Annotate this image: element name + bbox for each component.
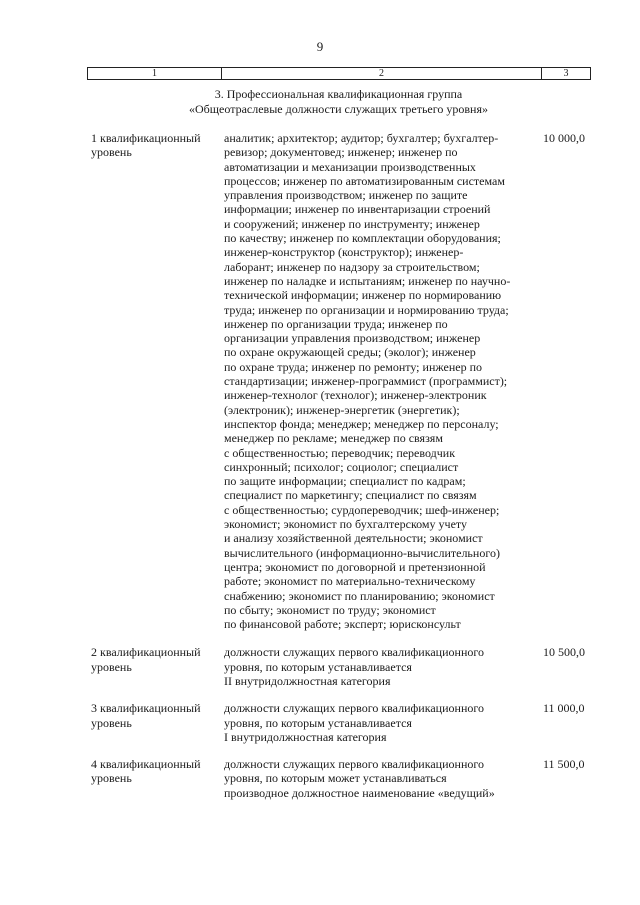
level-description (224, 131, 544, 631)
header-col-1: 1 (88, 68, 222, 80)
description-line: по финансовой работе; эксперт; юрисконсульт (224, 617, 461, 632)
page-number: 9 (316, 39, 324, 54)
header-col-3: 3 (542, 68, 591, 80)
header-row (88, 68, 591, 80)
header-col-2: 2 (222, 68, 542, 80)
qualification-levels (0, 131, 640, 800)
level-row-2 (0, 645, 640, 688)
description-line: по охране труда; инженер по ремонту; инженер по (224, 359, 482, 374)
description-line: инженер по наладке и испытаниям; инженер по научно- (224, 273, 511, 288)
description-line: синхронный; психолог; социолог; специалист (224, 459, 459, 474)
description-line: инженер-конструктор (конструктор); инженер- (224, 245, 464, 260)
description-line: производное должностное наименование «ведущий» (224, 785, 495, 800)
description-line: должности служащих первого квалификационного (224, 701, 484, 716)
description-line: должности служащих первого квалификационного (224, 645, 484, 660)
description-line: экономист; экономист по бухгалтерскому учету (224, 517, 467, 532)
level-label-line2: уровень (91, 145, 132, 160)
description-line: ревизор; документовед; инженер; инженер по (224, 145, 458, 160)
level-row-3 (0, 701, 640, 744)
description-line: II внутридолжностная категория (224, 673, 391, 688)
description-line: I внутридолжностная категория (224, 729, 387, 744)
description-line: уровня, по которым может устанавливаться (224, 771, 447, 786)
description-line: автоматизации и механизации производственных (224, 159, 476, 174)
description-line: с общественностью; сурдопереводчик; шеф-инженер; (224, 502, 500, 517)
description-line: уровня, по которым устанавливается (224, 715, 412, 730)
description-line: управления производством; инженер по защите (224, 188, 468, 203)
description-line: процессов; инженер по автоматизированным системам (224, 173, 505, 188)
description-line: инженер-технолог (технолог); инженер-электроник (224, 388, 487, 403)
level-label-line2: уровень (91, 659, 132, 674)
group-title-line1: 3. Профессиональная квалификационная группа (214, 87, 463, 101)
level-label (91, 757, 221, 786)
group-title-line2: «Общеотраслевые должности служащих третьего уровня» (189, 102, 488, 116)
level-label-line1: 1 квалификационный (91, 131, 201, 145)
description-line: вычислительного (информационно-вычислительного) (224, 545, 500, 560)
description-line: по охране окружающей среды; (эколог); инженер (224, 345, 476, 360)
description-line: по качеству; инженер по комплектации оборудования; (224, 231, 501, 246)
level-salary: 11 000,0 (543, 701, 585, 716)
description-line: информации; инженер по инвентаризации строений (224, 202, 491, 217)
description-line: должности служащих первого квалификационного (224, 757, 484, 772)
description-line: уровня, по которым устанавливается (224, 659, 412, 674)
description-line: инспектор фонда; менеджер; менеджер по персоналу; (224, 416, 499, 431)
level-description (224, 701, 544, 744)
description-line: центра; экономист по договорной и претензионной (224, 559, 486, 574)
level-description (224, 645, 544, 688)
level-salary: 10 500,0 (543, 645, 585, 660)
description-line: и анализу хозяйственной деятельности; экономист (224, 531, 483, 546)
level-label-line2: уровень (91, 715, 132, 730)
level-description (224, 757, 544, 800)
level-label (91, 701, 221, 730)
level-salary: 11 500,0 (543, 757, 585, 772)
level-label (91, 131, 221, 160)
description-line: специалист по маркетингу; специалист по связям (224, 488, 477, 503)
description-line: работе; экономист по материально-техническому (224, 574, 476, 589)
level-label-line2: уровень (91, 771, 132, 786)
description-line: труда; инженер по организации и нормированию труда; (224, 302, 509, 317)
column-number-header (87, 67, 591, 80)
description-line: менеджер по рекламе; менеджер по связям (224, 431, 443, 446)
group-title (87, 87, 590, 117)
description-line: (электроник); инженер-энергетик (энергетик); (224, 402, 460, 417)
level-label-line1: 4 квалификационный (91, 757, 201, 772)
description-line: по сбыту; экономист по труду; экономист (224, 602, 436, 617)
description-line: инженер по организации труда; инженер по (224, 316, 448, 331)
level-label (91, 645, 221, 674)
description-line: и сооружений; инженер по инструменту; инженер (224, 216, 480, 231)
level-row-1 (0, 131, 640, 631)
level-label-line1: 3 квалификационный (91, 701, 201, 716)
description-line: аналитик; архитектор; аудитор; бухгалтер; бухгалтер- (224, 131, 499, 145)
description-line: с общественностью; переводчик; переводчик (224, 445, 456, 460)
description-line: снабжению; экономист по планированию; экономист (224, 588, 495, 603)
level-salary: 10 000,0 (543, 131, 585, 145)
level-label-line1: 2 квалификационный (91, 645, 201, 660)
level-row-4 (0, 757, 640, 800)
description-line: стандартизации; инженер-программист (программист); (224, 374, 508, 389)
description-line: по защите информации; специалист по кадрам; (224, 474, 466, 489)
description-line: лаборант; инженер по надзору за строительством; (224, 259, 480, 274)
description-line: технической информации; инженер по нормированию (224, 288, 502, 303)
description-line: организации управления производством; инженер (224, 331, 481, 346)
